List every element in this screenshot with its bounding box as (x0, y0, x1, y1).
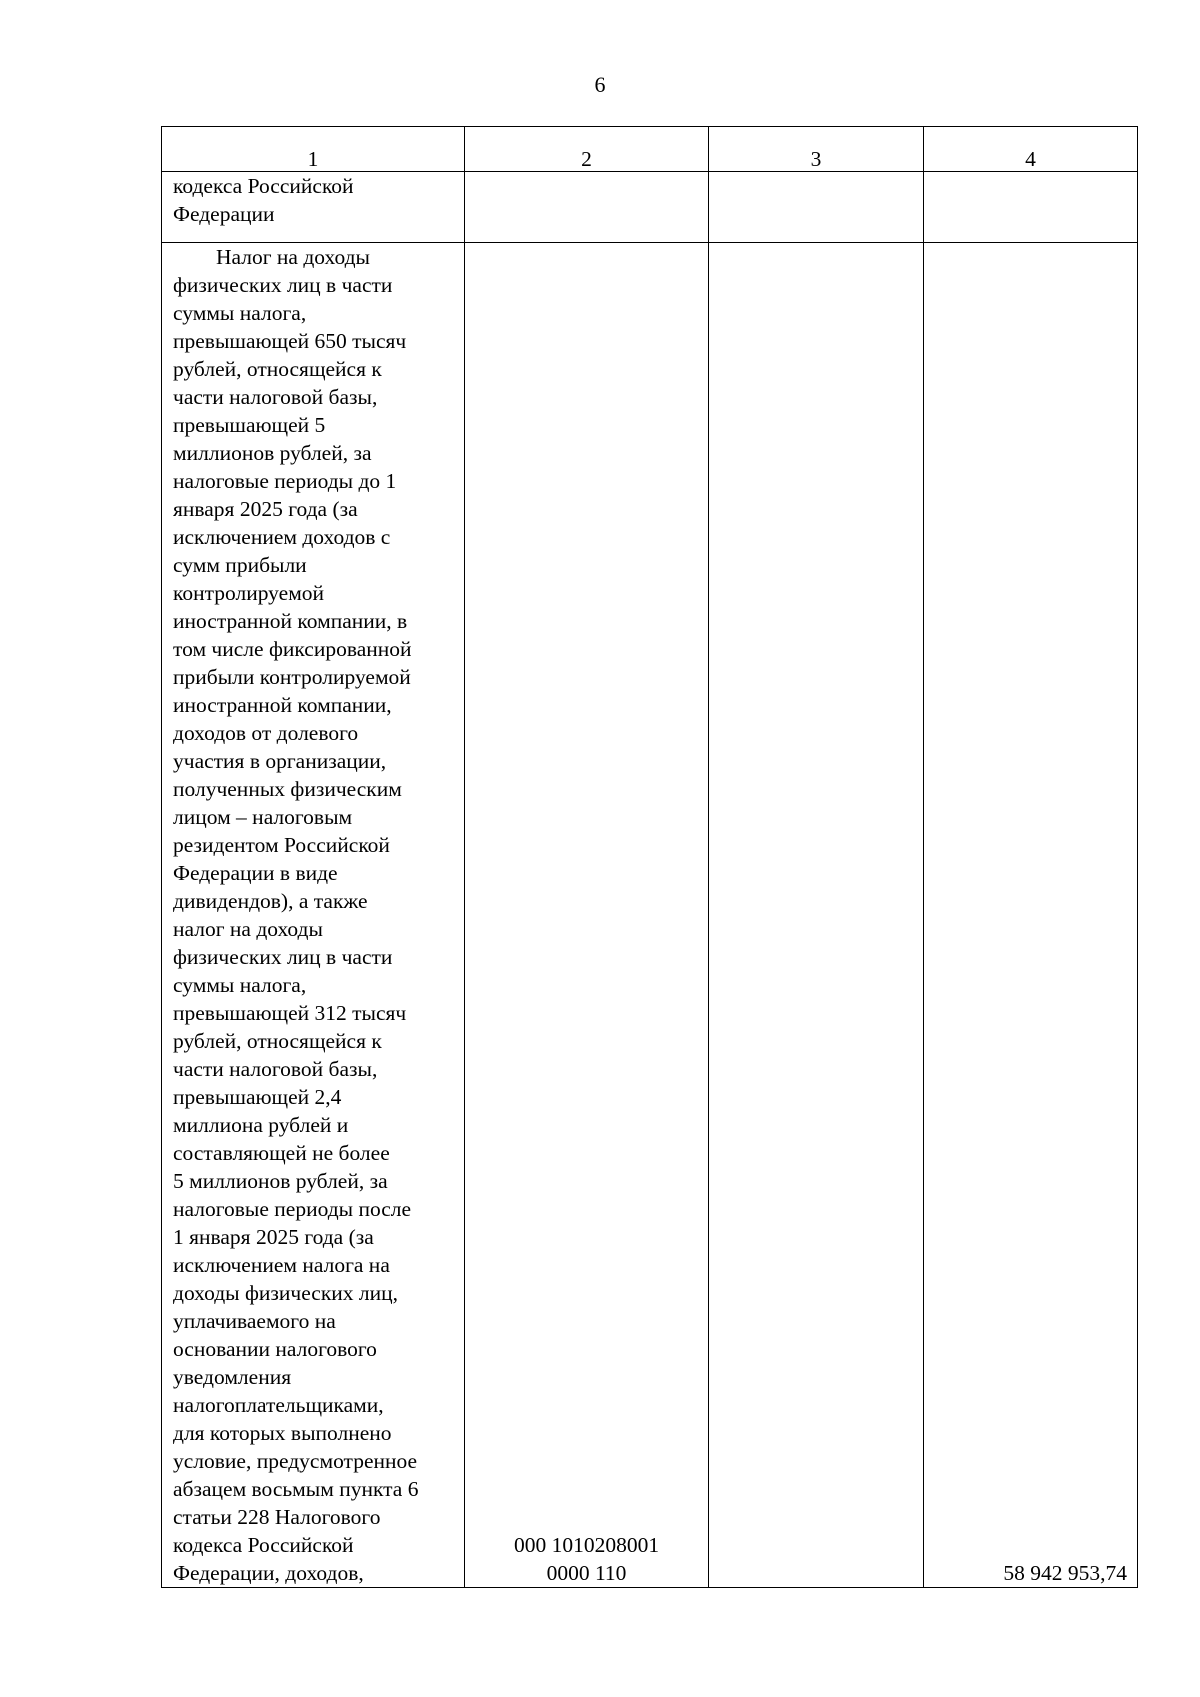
budget-table (161, 126, 1138, 1588)
row-amount-cell (924, 172, 1138, 243)
row-col3-cell (709, 243, 924, 1588)
table-header-row (162, 127, 1138, 172)
table-row (162, 172, 1138, 243)
page-number: 6 (594, 72, 606, 97)
table-row (162, 243, 1138, 1588)
column-header-2: 2 (465, 127, 709, 172)
row-amount-cell: 58 942 953,74 (924, 243, 1138, 1588)
row-col3-cell (709, 172, 924, 243)
row-description-cell (162, 172, 465, 243)
row-description-cell (162, 243, 465, 1588)
row-description: кодекса Российской Федерации (173, 174, 354, 226)
row-code-cell (465, 172, 709, 243)
column-header-1: 1 (162, 127, 465, 172)
row-code-cell: 000 1010208001 0000 110 (465, 243, 709, 1588)
column-header-4: 4 (924, 127, 1138, 172)
row-description: Налог на доходы физических лиц в части суммы налога, превышающей 650 тысяч рублей, относящейся к части налоговой базы, превышающей 5 миллионов рублей, за налоговые периоды до 1 января 2025 года (за исключением доходов с сумм прибыли контролируемой иностранной компании, в том числе фиксированной прибыли контролируемой иностранной компании, доходов от долевого участия в организации, полученных физическим лицом – налоговым резидентом Российской Федерации в виде дивидендов), а также налог на доходы физических лиц в части суммы налога, превышающей 312 тысяч рублей, относящейся к части налоговой базы, превышающей 2,4 миллиона рублей и составляющей не более 5 миллионов рублей, за налоговые периоды после 1 января 2025 года (за исключением налога на доходы физических лиц, уплачиваемого на основании налогового уведомления налогоплательщиками, для которых выполнено условие, предусмотренное абзацем восьмым пункта 6 статьи 228 Налогового кодекса Российской Федерации, доходов, (173, 245, 419, 1585)
column-header-3: 3 (709, 127, 924, 172)
